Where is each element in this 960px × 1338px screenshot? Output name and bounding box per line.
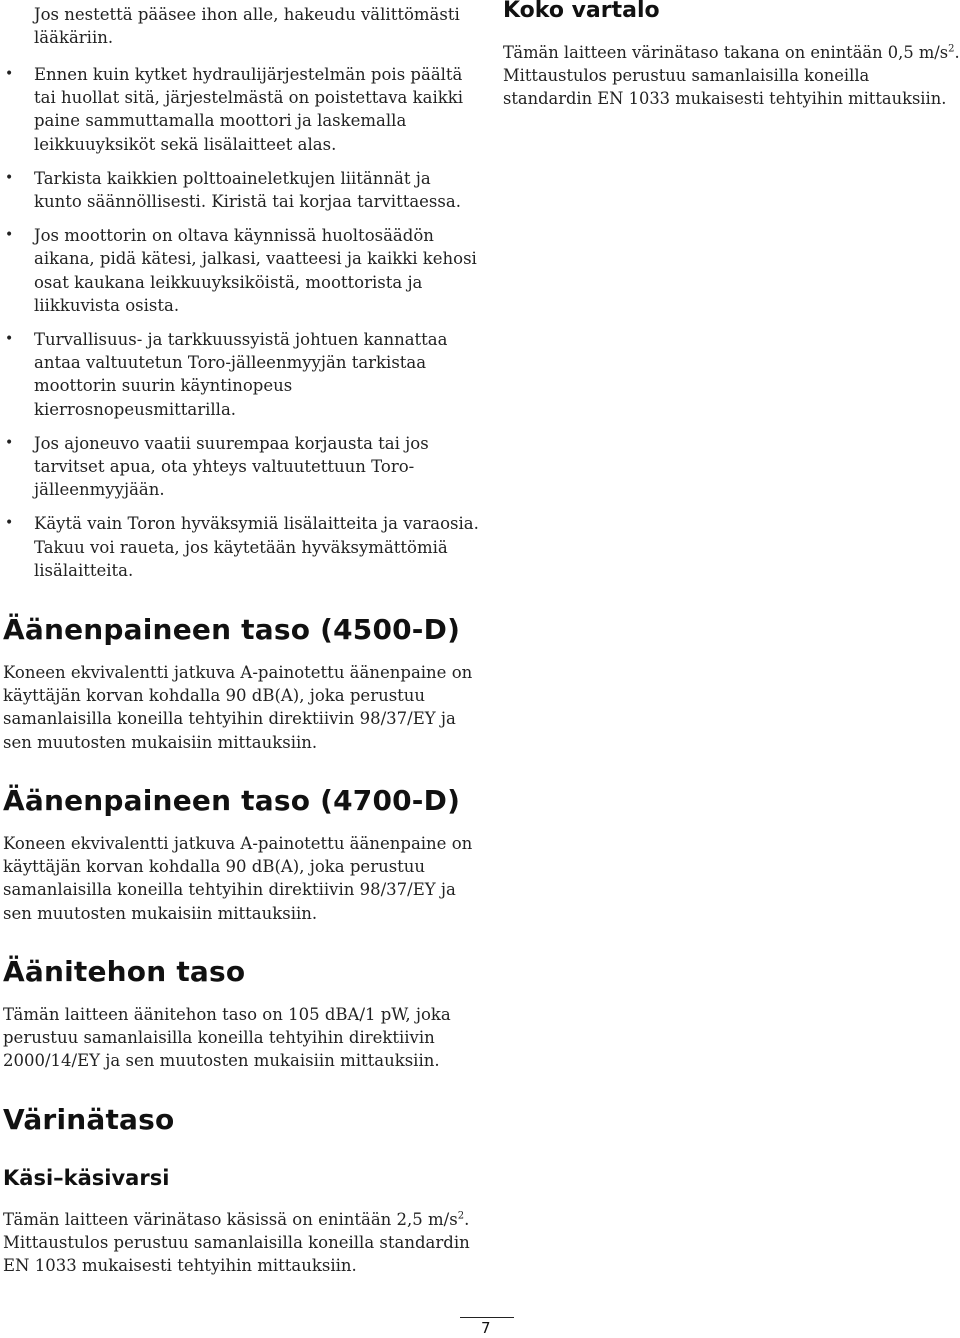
whole-body-text-rest: . Mittaustulos perustuu samanlaisilla koneilla standardin EN 1033 mukaisesti tehtyihin mittauksiin.: [503, 43, 960, 109]
vibration-text-rest: . Mittaustulos perustuu samanlaisilla koneilla standardin EN 1033 mukaisesti tehtyihin mittauksiin.: [3, 1210, 470, 1276]
bullet-icon: •: [5, 66, 14, 82]
bullet-item: [0, 224, 480, 317]
bullet-item: [0, 63, 480, 156]
paragraph-sound-pressure-4700: Koneen ekvivalentti jatkuva A-painotettu äänenpaine on käyttäjän korvan kohdalla 90 dB(A), joka perustuu samanlaisilla koneilla tehtyihin direktiivin 98/37/EY ja sen muutosten mukaisiin mittauksiin.: [3, 834, 473, 923]
bullet-item: [0, 328, 480, 421]
paragraph-sound-power: Tämän laitteen äänitehon taso on 105 dBA/1 pW, joka perustuu samanlaisilla koneilla tehtyihin direktiivin 2000/14/EY ja sen muutosten mukaisiin mittauksiin.: [3, 1005, 451, 1071]
bullet-icon: •: [5, 434, 14, 451]
footer-rule: [460, 1317, 514, 1318]
bullet-text: Jos moottorin on oltava käynnissä huoltosäädön aikana, pidä kätesi, jalkasi, vaatteesi ja kaikki kehosi osat kaukana leikkuuyksiköistä, moottorista ja liikkuvista osista.: [34, 226, 477, 315]
bullet-icon: •: [5, 515, 14, 532]
bullet-text: Käytä vain Toron hyväksymiä lisälaitteita ja varaosia. Takuu voi raueta, jos käytetään hyväksymättömiä lisälaitteita.: [34, 514, 479, 580]
subheading-hand-arm: Käsi–käsivarsi: [3, 1166, 170, 1190]
heading-whole-body: Koko vartalo: [503, 0, 660, 23]
bullet-item: [0, 167, 480, 213]
paragraph-hand-arm-vibration: [3, 1208, 473, 1278]
superscript: 2: [457, 1210, 465, 1222]
heading-sound-pressure-4500: Äänenpaineen taso (4500-D): [3, 613, 461, 646]
heading-vibration: Värinätaso: [3, 1103, 175, 1136]
superscript: 2: [948, 43, 955, 55]
bullet-text: Jos ajoneuvo vaatii suurempaa korjausta tai jos tarvitset apua, ota yhteys valtuutettuun Toro-jälleenmyyjään.: [34, 433, 429, 500]
bullet-item: [0, 432, 480, 502]
heading-sound-pressure-4700: Äänenpaineen taso (4700-D): [3, 784, 461, 817]
bullet-icon: •: [5, 227, 14, 244]
intro-paragraph: Jos nestettä pääsee ihon alle, hakeudu välittömästi lääkäriin.: [34, 5, 460, 48]
bullet-text: Ennen kuin kytket hydraulijärjestelmän pois päältä tai huollat sitä, järjestelmästä on poistettava kaikki paine sammuttamalla moottori ja laskemalla leikkuuyksiköt sekä lisälaitteet alas.: [34, 65, 463, 154]
safety-bullet-list: [0, 63, 480, 593]
bullet-text: Turvallisuus- ja tarkkuussyistä johtuen kannattaa antaa valtuutetun Toro-jälleenmyyjän tarkistaa moottorin suurin käyntinopeus kierrosnopeusmittarilla.: [34, 330, 448, 419]
bullet-icon: •: [5, 169, 14, 186]
bullet-icon: •: [5, 331, 14, 348]
heading-sound-power: Äänitehon taso: [3, 955, 246, 988]
paragraph-sound-pressure-4500: Koneen ekvivalentti jatkuva A-painotettu äänenpaine on käyttäjän korvan kohdalla 90 dB(A), joka perustuu samanlaisilla koneilla tehtyihin direktiivin 98/37/EY ja sen muutosten mukaisiin mittauksiin.: [3, 663, 473, 752]
whole-body-text: Tämän laitteen värinätaso takana on enintään 0,5 m/s: [503, 43, 949, 62]
paragraph-whole-body-vibration: [503, 41, 960, 111]
bullet-text: Tarkista kaikkien polttoaineletkujen liitännät ja kunto säännöllisesti. Kiristä tai korjaa tarvittaessa.: [34, 168, 461, 212]
page-number: 7: [481, 1319, 491, 1337]
bullet-item: [0, 512, 480, 582]
vibration-text: Tämän laitteen värinätaso käsissä on enintään 2,5 m/s: [3, 1210, 458, 1229]
